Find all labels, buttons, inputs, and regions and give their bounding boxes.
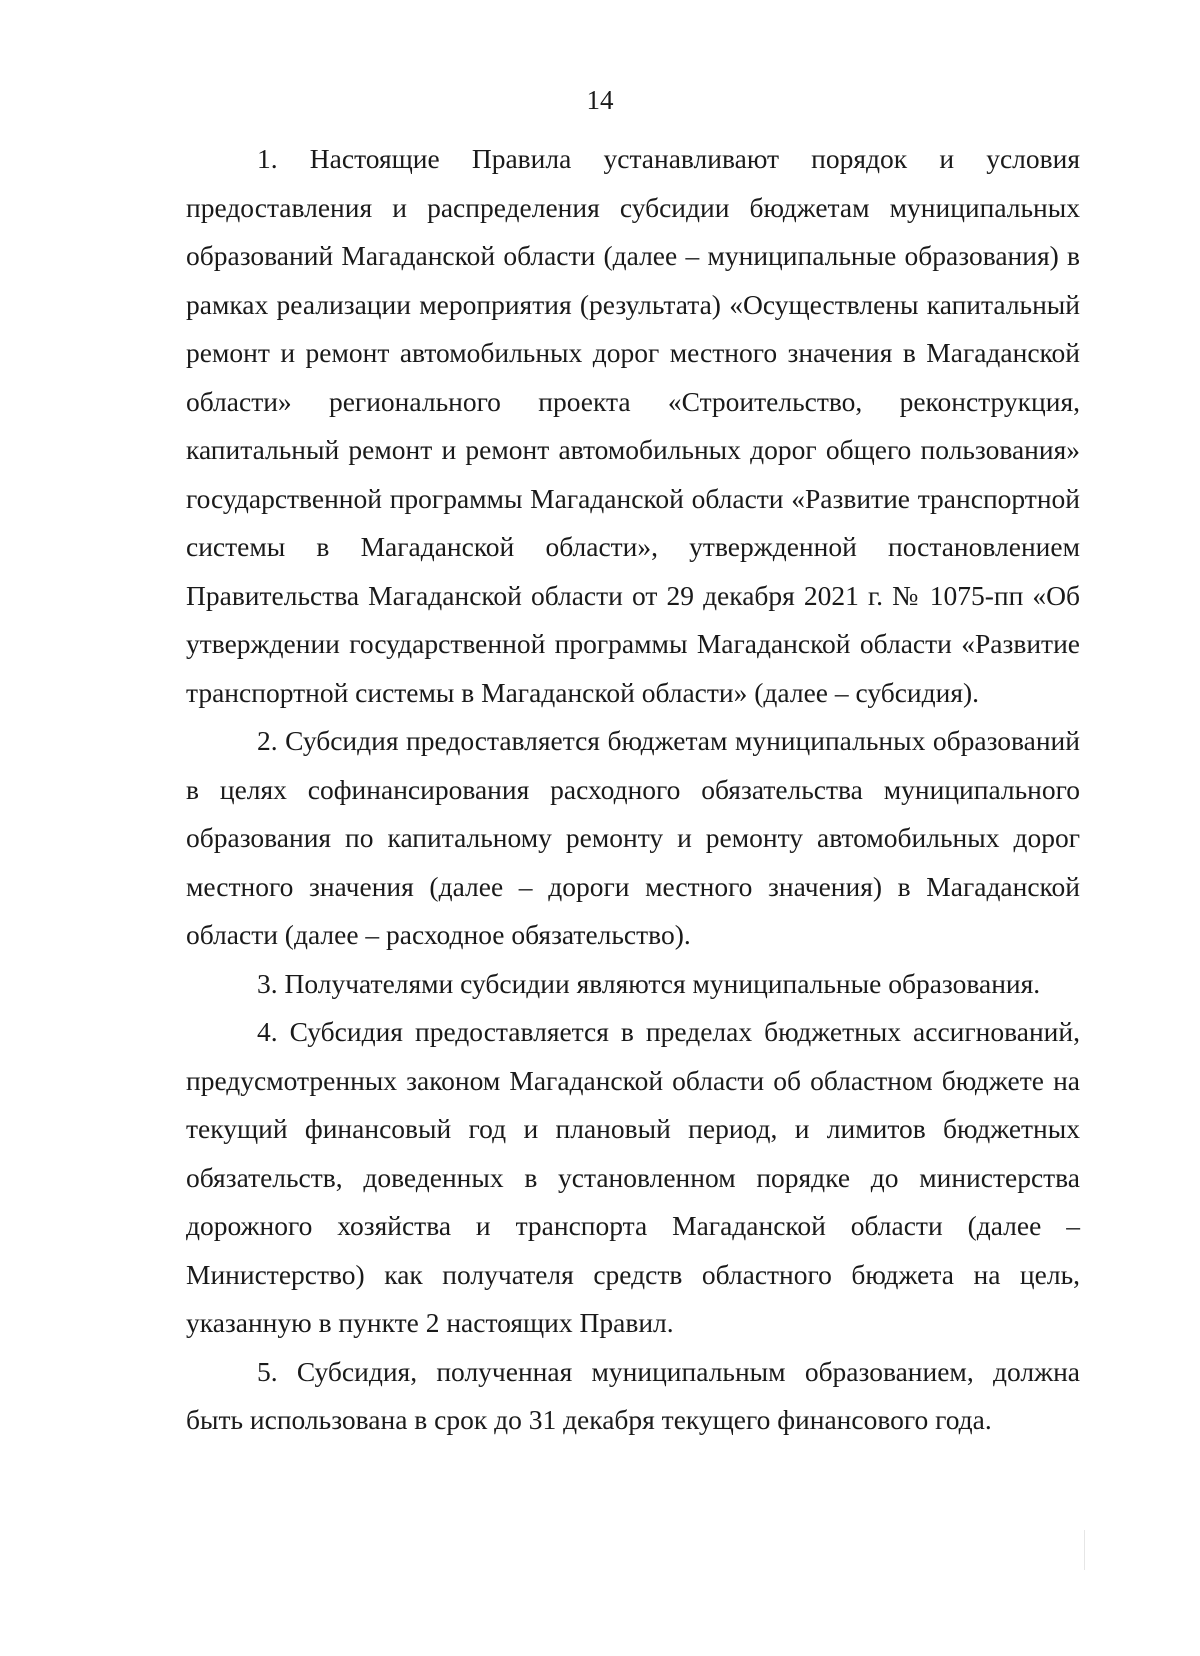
scan-artifact — [1084, 1530, 1085, 1570]
page-number: 14 — [586, 85, 614, 115]
document-body — [186, 135, 1080, 1445]
paragraph-3: 3. Получателями субсидии являются муниципальные образования. — [257, 967, 1041, 999]
paragraph-2: 2. Субсидия предоставляется бюджетам муниципальных образований в целях софинансирования расходного обязательства муниципального образования по капитальному ремонту и ремонту автомобильных дорог местного значения (далее – дороги местного значения) в Магаданской области (далее – расходное обязательство). — [186, 725, 1080, 950]
paragraph-5: 5. Субсидия, полученная муниципальным образованием, должна быть использована в срок до 31 декабря текущего финансового года. — [186, 1355, 1080, 1435]
paragraph-4: 4. Субсидия предоставляется в пределах бюджетных ассигнований, предусмотренных законом Магаданской области об областном бюджете на текущий финансовый год и плановый период, и лимитов бюджетных обязательств, доведенных в установленном порядке до министерства дорожного хозяйства и транспорта Магаданской области (далее – Министерство) как получателя средств областного бюджета на цель, указанную в пункте 2 настоящих Правил. — [186, 1016, 1080, 1338]
paragraph-1: 1. Настоящие Правила устанавливают порядок и условия предоставления и распределения субсидии бюджетам муниципальных образований Магаданской области (далее – муниципальные образования) в рамках реализации мероприятия (результата) «Осуществлены капитальный ремонт и ремонт автомобильных дорог местного значения в Магаданской области» регионального проекта «Строительство, реконструкция, капитальный ремонт и ремонт автомобильных дорог общего пользования» государственной программы Магаданской области «Развитие транспортной системы в Магаданской области», утвержденной постановлением Правительства Магаданской области от 29 декабря 2021 г. № 1075-пп «Об утверждении государственной программы Магаданской области «Развитие транспортной системы в Магаданской области» (далее – субсидия). — [186, 143, 1080, 708]
